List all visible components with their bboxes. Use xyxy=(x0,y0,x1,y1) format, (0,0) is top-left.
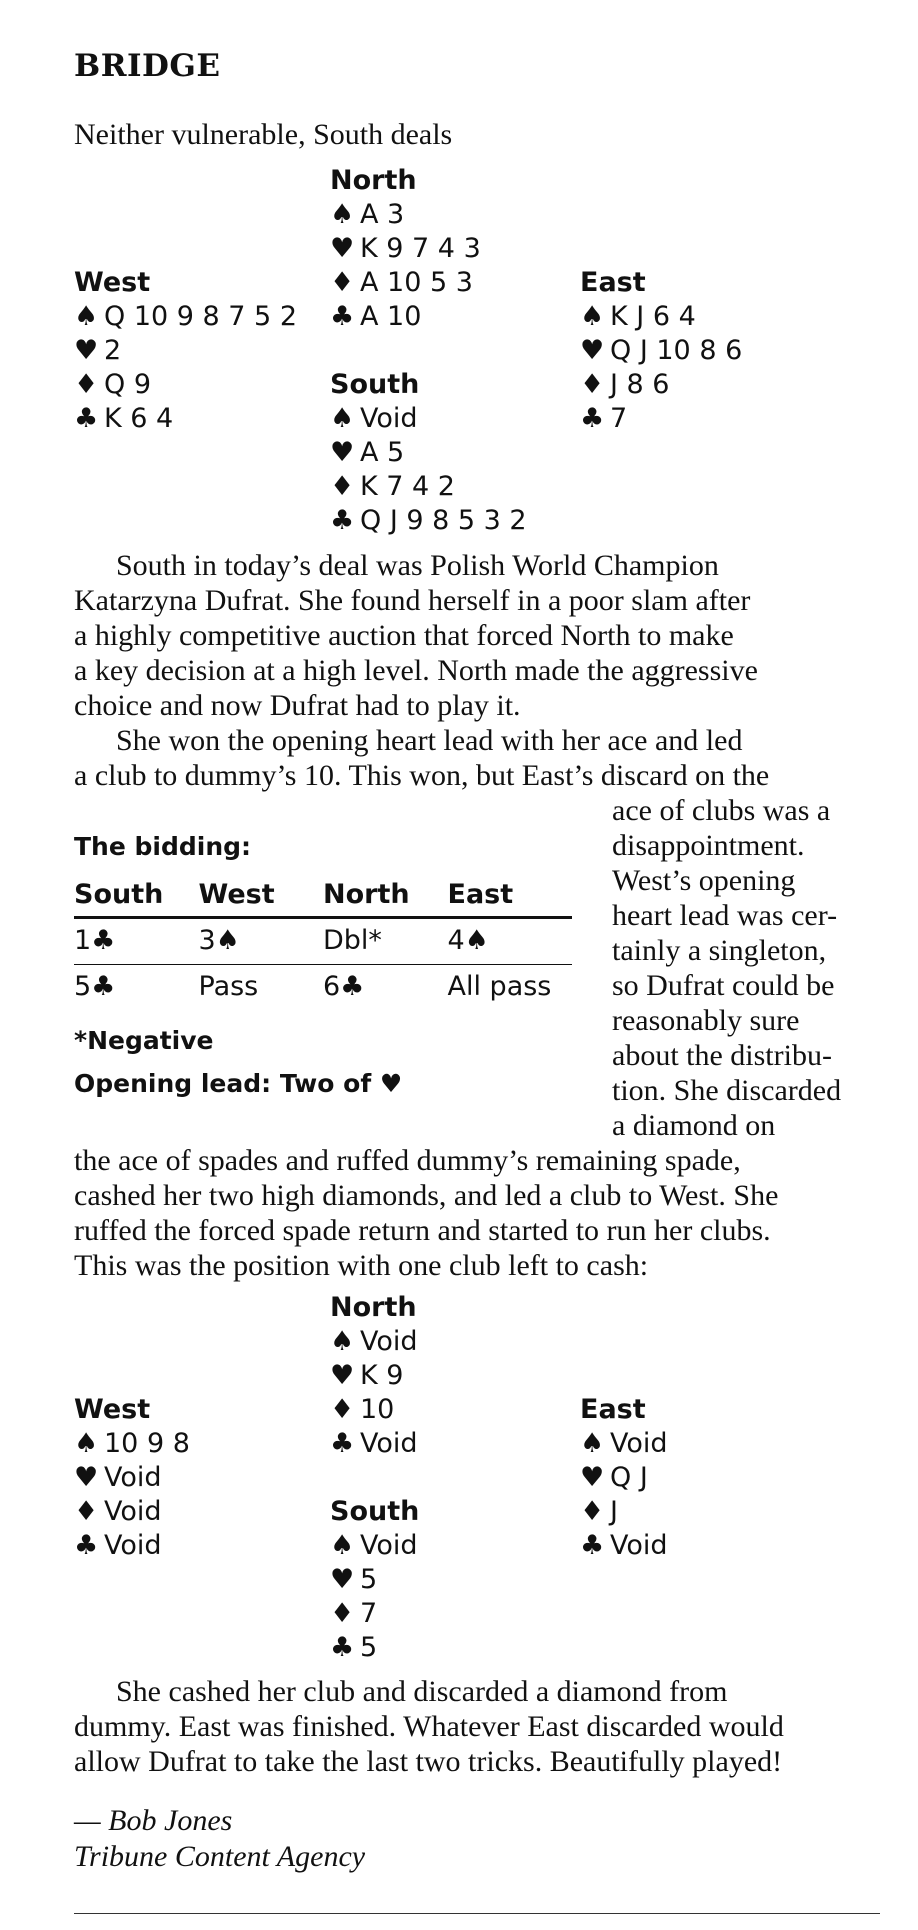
bidding-row xyxy=(74,965,572,1011)
club-icon: ♣ xyxy=(74,1530,99,1561)
bidding-header-row xyxy=(74,879,572,918)
spade-icon: ♠ xyxy=(330,1530,355,1561)
bid-cell: Dbl* xyxy=(323,918,448,965)
paragraph-3: She cashed her club and discarded a diamond from dummy. East was finished. Whatever East discarded would allow Dufrat to take the last two tricks. Beautifully played! xyxy=(74,1675,784,1778)
diamonds-row: ♦ 10 xyxy=(330,1394,395,1425)
bidding-title: The bidding: xyxy=(74,832,252,861)
club-icon: ♣ xyxy=(330,1428,355,1459)
bidding-table xyxy=(74,879,572,1010)
heart-icon: ♥ xyxy=(330,1360,355,1391)
spade-icon: ♠ xyxy=(74,301,99,332)
club-icon: ♣ xyxy=(74,403,99,434)
bid-cell: All pass xyxy=(447,971,552,1002)
deal-info: Neither vulnerable, South deals xyxy=(74,118,453,151)
column-title: BRIDGE xyxy=(74,48,221,84)
hearts-row: ♥ 2 xyxy=(74,335,122,366)
diamond-icon: ♦ xyxy=(330,1394,355,1425)
bidding-header-cell: West xyxy=(199,879,324,918)
spades-row: ♠ Q 10 9 8 7 5 2 xyxy=(74,301,297,332)
bridge-column xyxy=(74,0,880,1930)
hearts-row: ♥ Q J 10 8 6 xyxy=(580,335,743,366)
hearts-row: ♥ 5 xyxy=(330,1564,378,1595)
clubs-row: ♣ Q J 9 8 5 3 2 xyxy=(330,505,527,536)
opening-lead: Opening lead: Two of ♥ xyxy=(74,1069,403,1098)
paragraph-2-continuation: the ace of spades and ruffed dummy’s remaining spade, cashed her two high diamonds, and led a club to West. She ruffed the forced spade return and started to run her clubs. This was the position with one club left to cash: xyxy=(74,1144,779,1282)
club-icon: ♣ xyxy=(330,505,355,536)
hearts-row: ♥ K 9 7 4 3 xyxy=(330,233,481,264)
hand-name: East xyxy=(580,267,646,298)
diamond-icon: ♦ xyxy=(74,369,99,400)
spade-icon: ♠ xyxy=(330,403,355,434)
hand-name: West xyxy=(74,1394,151,1425)
spades-row: ♠ A 3 xyxy=(330,199,405,230)
paragraph-2-side-column: ace of clubs was a disappointment. West’s opening heart lead was cer- tainly a singleton, so Dufrat could be reasonably sure about the distribu- tion. She discarded a diamond on xyxy=(612,794,842,1142)
clubs-row: ♣ 5 xyxy=(330,1632,378,1663)
diamonds-row: ♦ 7 xyxy=(330,1598,378,1629)
spade-icon: ♠ xyxy=(74,1428,99,1459)
bid-cell: 1♣ xyxy=(74,918,199,965)
hearts-row: ♥ K 9 xyxy=(330,1360,404,1391)
paragraph-2-intro: She won the opening heart lead with her ace and led a club to dummy’s 10. This won, but East’s discard on the xyxy=(74,724,770,792)
bidding-row xyxy=(74,918,572,965)
spades-row: ♠ 10 9 8 xyxy=(74,1428,190,1459)
author: — Bob Jones xyxy=(74,1804,233,1837)
spade-icon: ♠ xyxy=(330,199,355,230)
hand-name: North xyxy=(330,1292,417,1323)
signature xyxy=(74,1803,365,1875)
clubs-row: ♣ Void xyxy=(330,1428,418,1459)
hand-name: South xyxy=(330,1496,420,1527)
club-icon: ♣ xyxy=(580,1530,605,1561)
bidding-box xyxy=(74,832,572,1098)
bidding-header-cell: East xyxy=(448,879,573,918)
hearts-row: ♥ Q J xyxy=(580,1462,648,1493)
diamond-icon: ♦ xyxy=(330,471,355,502)
bottom-divider xyxy=(74,1913,880,1914)
diamonds-row: ♦ J xyxy=(580,1496,618,1527)
diamond-icon: ♦ xyxy=(580,369,605,400)
diamond-icon: ♦ xyxy=(330,1598,355,1629)
spades-row: ♠ Void xyxy=(330,1326,418,1357)
deal1-north-hand xyxy=(330,164,481,334)
bidding-header-cell: South xyxy=(74,879,199,918)
deal2-west-hand xyxy=(74,1393,190,1563)
deal2-east-hand xyxy=(580,1393,668,1563)
diamonds-row: ♦ Void xyxy=(74,1496,162,1527)
bid-cell: 6♣ xyxy=(323,971,365,1002)
spade-icon: ♠ xyxy=(580,301,605,332)
spades-row: ♠ K J 6 4 xyxy=(580,301,696,332)
bid-cell: 4♠ xyxy=(448,918,573,965)
heart-icon: ♥ xyxy=(74,335,99,366)
heart-icon: ♥ xyxy=(580,335,605,366)
bid-cell: 5♣ xyxy=(74,971,116,1002)
diamonds-row: ♦ J 8 6 xyxy=(580,369,670,400)
hearts-row: ♥ Void xyxy=(74,1462,162,1493)
paragraph-1: South in today’s deal was Polish World Champion Katarzyna Dufrat. She found herself in a poor slam after a highly competitive auction that forced North to make a key decision at a high level. North made the aggressive choice and now Dufrat had to play it. xyxy=(74,549,758,722)
bid-cell: Pass xyxy=(198,971,259,1002)
diamond-icon: ♦ xyxy=(74,1496,99,1527)
club-icon: ♣ xyxy=(330,1632,355,1663)
hand-name: North xyxy=(330,165,417,196)
diamond-icon: ♦ xyxy=(330,267,355,298)
deal1-east-hand xyxy=(580,266,742,436)
clubs-row: ♣ Void xyxy=(580,1530,668,1561)
club-icon: ♣ xyxy=(580,403,605,434)
spade-icon: ♠ xyxy=(330,1326,355,1357)
diamonds-row: ♦ Q 9 xyxy=(74,369,152,400)
heart-icon: ♥ xyxy=(74,1462,99,1493)
clubs-row: ♣ A 10 xyxy=(330,301,422,332)
deal2-north-hand xyxy=(330,1291,418,1461)
bid-cell: 3♠ xyxy=(199,918,324,965)
spade-icon: ♠ xyxy=(580,1428,605,1459)
bidding-header-cell: North xyxy=(323,879,448,918)
diamonds-row: ♦ A 10 5 3 xyxy=(330,267,473,298)
spades-row: ♠ Void xyxy=(580,1428,668,1459)
clubs-row: ♣ Void xyxy=(74,1530,162,1561)
deal2-south-hand xyxy=(330,1495,419,1665)
hearts-row: ♥ A 5 xyxy=(330,437,405,468)
hand-name: West xyxy=(74,267,151,298)
heart-icon: ♥ xyxy=(330,1564,355,1595)
spades-row: ♠ Void xyxy=(330,1530,418,1561)
diamonds-row: ♦ K 7 4 2 xyxy=(330,471,455,502)
deal1-south-hand xyxy=(330,368,527,538)
hand-name: East xyxy=(580,1394,646,1425)
spades-row: ♠ Void xyxy=(330,403,418,434)
bidding-note: *Negative xyxy=(74,1026,214,1055)
deal1-west-hand xyxy=(74,266,297,436)
diamond-icon: ♦ xyxy=(580,1496,605,1527)
clubs-row: ♣ K 6 4 xyxy=(74,403,174,434)
agency: Tribune Content Agency xyxy=(74,1840,366,1873)
hand-name: South xyxy=(330,369,420,400)
heart-icon: ♥ xyxy=(330,233,355,264)
clubs-row: ♣ 7 xyxy=(580,403,628,434)
club-icon: ♣ xyxy=(330,301,355,332)
heart-icon: ♥ xyxy=(330,437,355,468)
heart-icon: ♥ xyxy=(580,1462,605,1493)
